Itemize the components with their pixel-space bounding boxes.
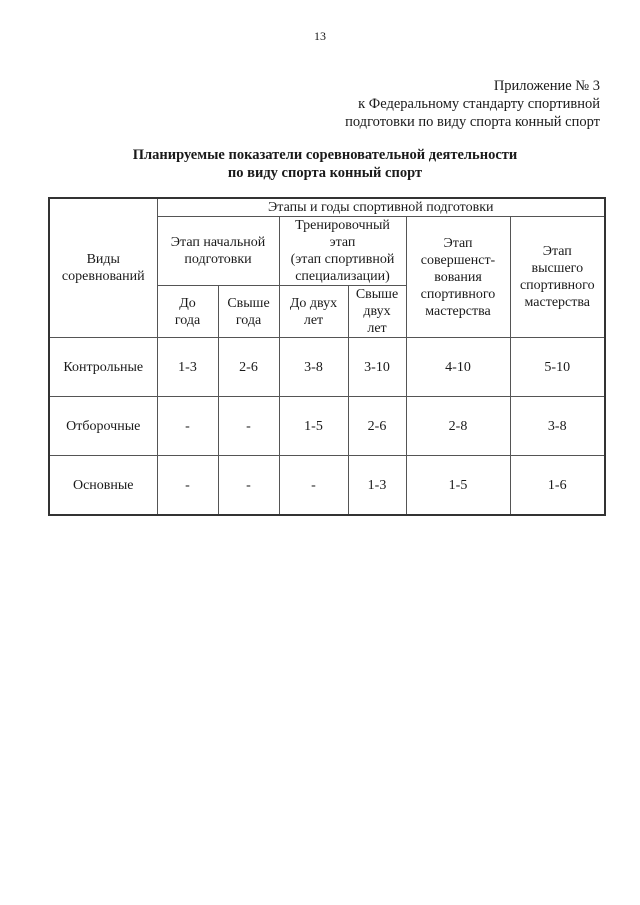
stage-line: спортивного xyxy=(420,286,496,302)
value-cell: - xyxy=(218,456,279,516)
value-cell: 4-10 xyxy=(406,338,510,397)
stage-line: высшего xyxy=(531,261,584,276)
value-cell: 2-6 xyxy=(218,338,279,397)
stage-improvement-cell xyxy=(406,217,510,338)
stage-line: вования xyxy=(434,269,482,285)
year-cell xyxy=(279,286,348,338)
year-line: года xyxy=(235,312,262,328)
stage-training-cell xyxy=(279,217,406,286)
year-line: До двух xyxy=(289,295,338,311)
year-line: До xyxy=(179,295,196,311)
appendix-line: к Федеральному стандарту спортивной xyxy=(358,96,600,112)
title-line: по виду спорта конный спорт xyxy=(227,165,423,181)
value-cell: 1-5 xyxy=(279,397,348,456)
value-cell: 3-8 xyxy=(279,338,348,397)
row-header-line: соревнований xyxy=(61,269,145,284)
year-cell xyxy=(157,286,218,338)
stage-line: спортивного xyxy=(519,278,595,293)
stage-higher-cell xyxy=(510,217,605,338)
value-cell: - xyxy=(218,397,279,456)
stage-line: мастерства xyxy=(425,303,491,319)
stage-line: Тренировочный xyxy=(295,218,390,233)
table-row xyxy=(49,397,605,456)
value-cell: - xyxy=(157,456,218,516)
year-line: года xyxy=(174,312,201,328)
stage-line: Этап xyxy=(443,235,473,251)
value-cell: - xyxy=(279,456,348,516)
competition-type-cell: Контрольные xyxy=(49,338,157,397)
group-header-cell: Этапы и годы спортивной подготовки xyxy=(157,198,605,217)
table-row xyxy=(49,456,605,516)
appendix-header xyxy=(345,77,600,131)
value-cell: 5-10 xyxy=(510,338,605,397)
year-line: лет xyxy=(303,312,324,328)
value-cell: - xyxy=(157,397,218,456)
appendix-line: Приложение № 3 xyxy=(493,78,600,94)
stage-line: подготовки xyxy=(184,252,252,267)
table-row xyxy=(49,338,605,397)
stage-initial-cell xyxy=(157,217,279,286)
row-header-line: Виды xyxy=(86,252,120,267)
competition-type-cell: Основные xyxy=(49,456,157,516)
value-cell: 1-3 xyxy=(157,338,218,397)
title-line: Планируемые показатели соревновательной деятельности xyxy=(132,147,518,163)
stage-line: мастерства xyxy=(524,295,591,310)
stage-line: Этап начальной xyxy=(170,235,266,250)
row-header-cell xyxy=(49,198,157,338)
document-title xyxy=(0,146,640,182)
year-line: лет xyxy=(367,321,387,336)
value-cell: 3-10 xyxy=(348,338,406,397)
competition-type-cell: Отборочные xyxy=(49,397,157,456)
year-cell xyxy=(348,286,406,338)
stage-line: (этап спортивной xyxy=(290,252,395,267)
stage-line: Этап xyxy=(542,244,572,259)
year-cell xyxy=(218,286,279,338)
stage-line: этап xyxy=(329,235,356,250)
value-cell: 3-8 xyxy=(510,397,605,456)
value-cell: 1-5 xyxy=(406,456,510,516)
year-line: Свыше xyxy=(355,287,399,302)
year-line: Свыше xyxy=(227,295,270,311)
value-cell: 1-3 xyxy=(348,456,406,516)
value-cell: 1-6 xyxy=(510,456,605,516)
page-number: 13 xyxy=(314,29,326,43)
stage-line: специализации) xyxy=(295,269,390,284)
competition-table xyxy=(48,197,606,516)
value-cell: 2-8 xyxy=(406,397,510,456)
stage-line: совершенст- xyxy=(420,252,496,268)
year-line: двух xyxy=(363,304,391,319)
value-cell: 2-6 xyxy=(348,397,406,456)
appendix-line: подготовки по виду спорта конный спорт xyxy=(345,114,600,130)
